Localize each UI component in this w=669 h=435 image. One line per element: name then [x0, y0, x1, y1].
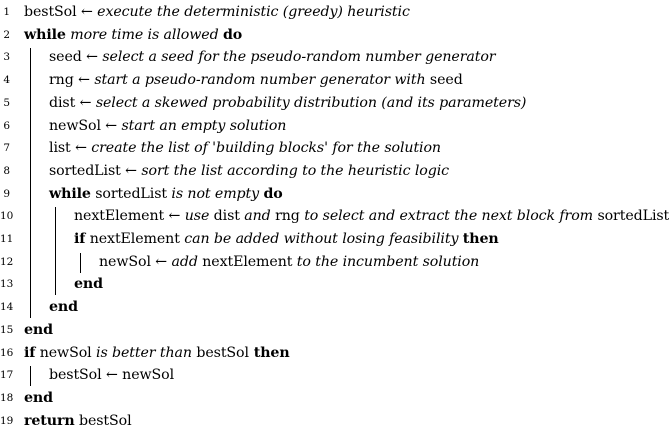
identifier: ←: [120, 162, 142, 179]
comment-text: to the incumbent solution: [292, 253, 480, 270]
keyword: while: [24, 26, 66, 43]
comment-text: and: [239, 208, 276, 225]
line-number: 10: [0, 210, 14, 223]
algorithm-line: [0, 345, 655, 367]
comment-text: add: [171, 253, 203, 270]
identifier: ←: [73, 72, 95, 89]
line-content: [24, 322, 53, 338]
identifier: seed: [49, 49, 82, 66]
identifier: sortedList: [49, 162, 121, 179]
line-number: 6: [3, 119, 10, 132]
algorithm-line: [0, 95, 655, 117]
line-number: 3: [3, 51, 10, 64]
line-content: [24, 413, 132, 429]
block-bar: [30, 48, 31, 318]
algorithm-line: [0, 322, 655, 344]
line-number: 7: [3, 142, 10, 155]
algorithm-line: [0, 276, 655, 298]
algorithm-line: [0, 208, 669, 230]
block-bar: [55, 207, 56, 295]
line-number: 19: [0, 414, 14, 427]
identifier: sortedList: [90, 185, 167, 202]
algorithm-line: [0, 163, 655, 185]
comment-text: use: [184, 208, 214, 225]
identifier: ←: [101, 367, 123, 384]
line-content: [74, 208, 669, 224]
algorithm-line: [0, 390, 655, 412]
line-number: 1: [3, 6, 10, 18]
comment-text: execute the deterministic (greedy) heuristic: [97, 4, 410, 20]
line-content: [49, 118, 286, 134]
identifier: ←: [150, 253, 172, 270]
identifier: bestSol: [24, 4, 77, 20]
identifier: dist: [49, 94, 76, 111]
line-content: [24, 27, 242, 43]
identifier: ←: [164, 208, 185, 225]
line-content: [49, 299, 78, 315]
identifier: dist: [213, 208, 240, 225]
line-number: 2: [3, 28, 10, 41]
line-content: [24, 390, 53, 406]
comment-text: create the list of 'building blocks' for the solution: [91, 140, 441, 157]
identifier: nextElement: [74, 208, 165, 225]
line-number: 8: [3, 164, 10, 177]
algorithm-line: [0, 367, 655, 389]
comment-text: can be added without losing feasibility: [179, 231, 463, 247]
comment-text: start a pseudo-random number generator with: [94, 72, 430, 89]
algorithm-line: [0, 27, 655, 49]
line-number: 5: [3, 96, 10, 109]
keyword: then: [462, 231, 499, 247]
line-content: [99, 254, 479, 270]
line-number: 9: [3, 187, 10, 200]
identifier: nextElement: [85, 231, 180, 247]
line-content: [24, 345, 290, 361]
algorithm-line: [0, 49, 655, 71]
identifier: seed: [429, 72, 463, 89]
algorithm-line: [0, 254, 655, 276]
block-bar: [80, 253, 81, 273]
identifier: newSol: [49, 117, 101, 134]
identifier: ←: [81, 49, 103, 66]
algorithm-line: [0, 118, 655, 140]
comment-text: to select and extract the next block from: [299, 208, 598, 225]
keyword: if: [74, 231, 86, 247]
comment-text: is better than: [91, 344, 197, 361]
identifier: bestSol: [49, 367, 102, 384]
comment-text: is not empty: [166, 185, 264, 202]
line-number: 14: [0, 301, 14, 314]
line-number: 16: [0, 346, 14, 359]
algorithm-line: [0, 140, 655, 162]
line-number: 11: [0, 233, 14, 245]
comment-text: select a seed for the pseudo-random number generator: [102, 49, 496, 66]
keyword: end: [74, 276, 103, 293]
line-content: [74, 231, 499, 247]
comment-text: select a skewed probability distribution (and its parameters): [95, 94, 527, 111]
identifier: nextElement: [202, 253, 293, 270]
line-number: 18: [0, 391, 14, 404]
keyword: end: [49, 299, 78, 316]
line-number: 13: [0, 278, 14, 291]
line-content: [74, 276, 103, 292]
line-content: [49, 95, 526, 111]
algorithm-line: [0, 299, 655, 321]
comment-text: more time is allowed: [65, 26, 223, 43]
algorithm-line: [0, 231, 655, 253]
keyword: end: [24, 321, 53, 338]
identifier: rng: [49, 72, 74, 89]
algorithm-line: [0, 72, 655, 94]
identifier: newSol: [122, 367, 175, 384]
line-number: 12: [0, 255, 14, 268]
line-number: 15: [0, 323, 14, 336]
keyword: return: [24, 412, 75, 429]
line-content: [24, 4, 410, 20]
identifier: ←: [70, 140, 92, 157]
block-bar: [30, 366, 31, 386]
identifier: ←: [75, 94, 96, 111]
comment-text: start an empty solution: [121, 117, 287, 134]
algorithm-line: [0, 186, 655, 208]
keyword: end: [24, 389, 53, 406]
identifier: bestSol: [196, 344, 249, 361]
algorithm-line: [0, 413, 655, 435]
keyword: do: [222, 26, 243, 43]
line-content: [49, 72, 463, 88]
line-number: 4: [3, 74, 10, 87]
identifier: sortedList: [597, 208, 669, 225]
algorithm-line: [0, 4, 655, 26]
keyword: while: [49, 185, 91, 202]
line-content: [49, 367, 174, 383]
keyword: if: [24, 344, 36, 361]
identifier: ←: [76, 4, 98, 20]
line-content: [49, 186, 283, 202]
line-content: [49, 140, 441, 156]
keyword: do: [263, 185, 283, 202]
comment-text: sort the list according to the heuristic logic: [141, 162, 450, 179]
line-content: [49, 49, 495, 65]
identifier: newSol: [99, 253, 151, 270]
identifier: rng: [275, 208, 300, 225]
line-content: [49, 163, 449, 179]
identifier: ←: [100, 117, 122, 134]
identifier: list: [49, 140, 71, 157]
line-number: 17: [0, 369, 14, 382]
keyword: then: [248, 344, 290, 361]
identifier: bestSol: [74, 412, 132, 429]
identifier: newSol: [35, 344, 92, 361]
